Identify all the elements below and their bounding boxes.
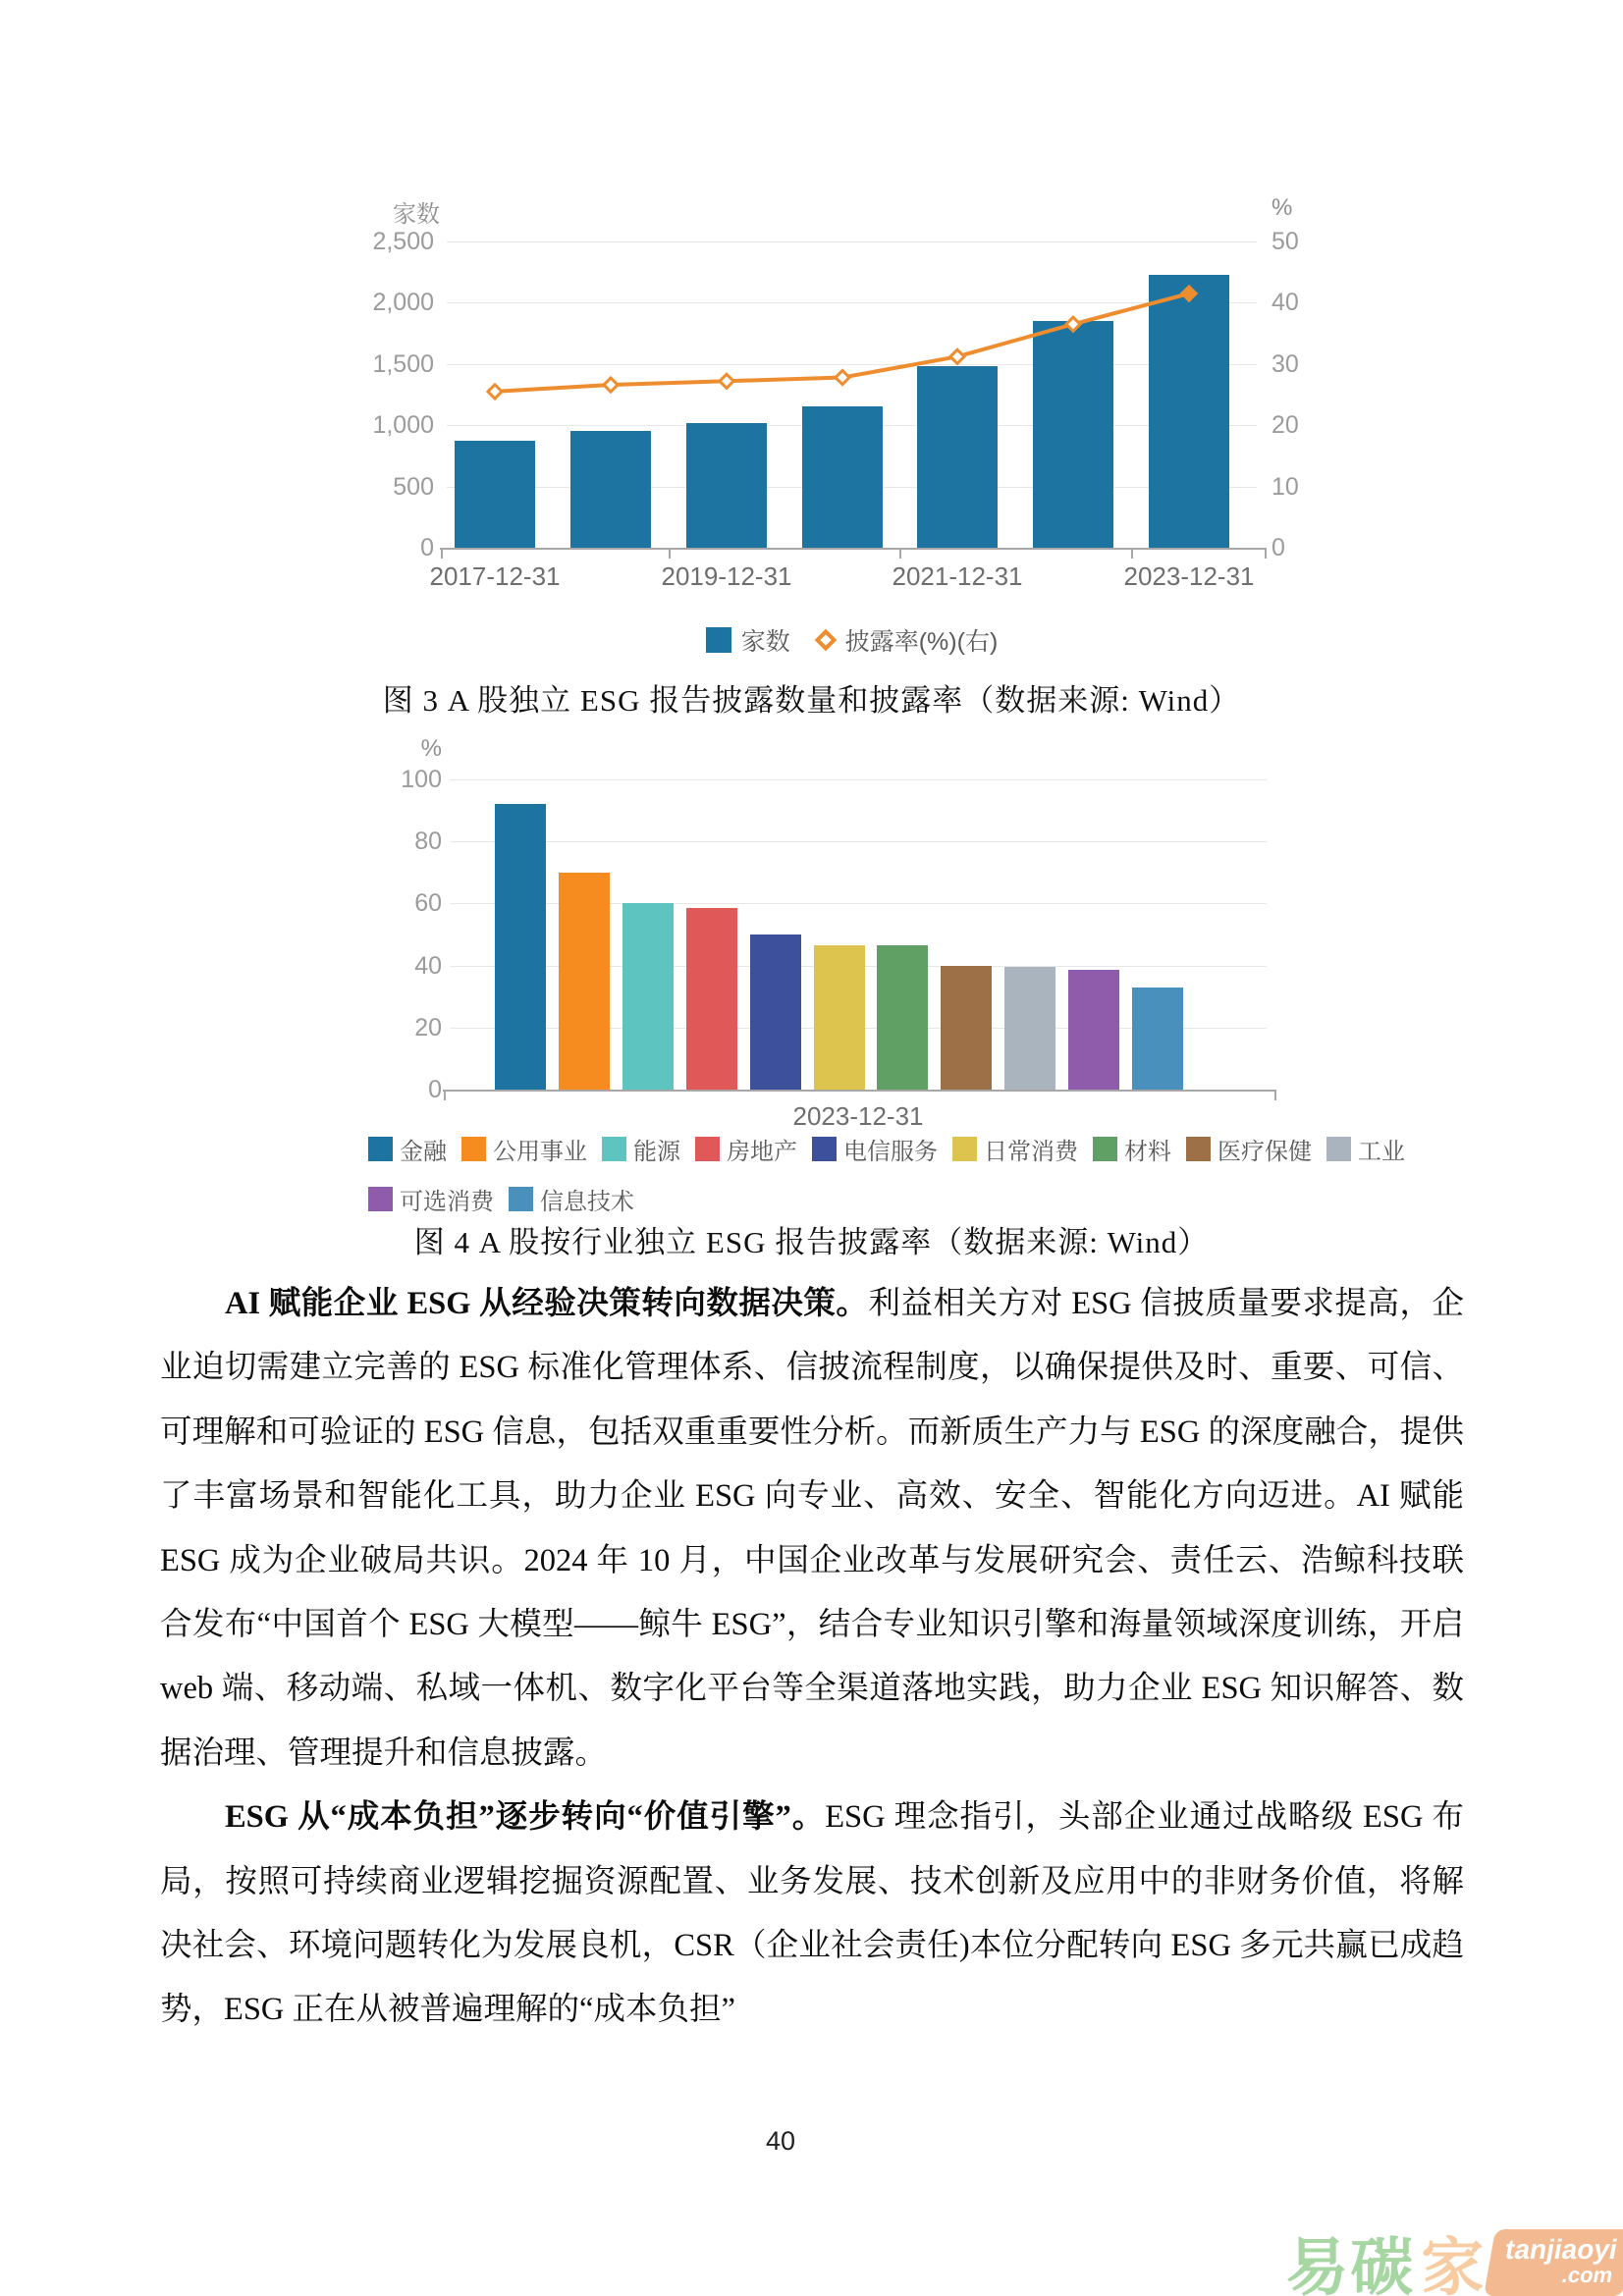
legend-item-bars xyxy=(706,622,790,658)
bar-可选消费 xyxy=(1068,970,1119,1090)
line-marker xyxy=(720,374,733,388)
legend-label: 可选消费 xyxy=(400,1189,494,1215)
page-number: 40 xyxy=(765,2126,796,2156)
y-axis-unit-label: % xyxy=(420,735,442,762)
line-marker xyxy=(836,370,849,384)
legend-label: 家数 xyxy=(740,628,790,656)
x-axis-tickmark xyxy=(669,550,671,559)
x-axis-date-label: 2017-12-31 xyxy=(429,561,561,591)
legend-item-能源 xyxy=(602,1132,680,1166)
watermark-text-green: 易碳 xyxy=(1285,2232,1416,2296)
left-axis-tick-label: 2,000 xyxy=(372,289,434,317)
legend-swatch xyxy=(1326,1137,1351,1161)
paragraph-esg-value xyxy=(160,1786,1464,2043)
legend-label: 能源 xyxy=(633,1139,680,1165)
right-axis-tick-label: 30 xyxy=(1271,349,1299,378)
right-axis-tick-label: 40 xyxy=(1271,289,1299,317)
x-axis-date-label: 2023-12-31 xyxy=(792,1101,924,1131)
left-axis-tick-label: 500 xyxy=(393,472,434,501)
right-axis-tick-label: 50 xyxy=(1271,228,1299,255)
watermark-badge-line2: .com xyxy=(1560,2263,1615,2288)
legend-label: 金融 xyxy=(400,1139,447,1165)
legend-label: 房地产 xyxy=(727,1139,797,1165)
legend-label: 材料 xyxy=(1124,1139,1171,1165)
legend-swatch-bar xyxy=(706,627,731,653)
legend-item-信息技术 xyxy=(509,1182,634,1216)
legend-item-材料 xyxy=(1093,1132,1171,1166)
left-axis-unit-label: 家数 xyxy=(393,201,440,228)
paragraph-ai-esg xyxy=(160,1272,1464,1786)
legend-item-日常消费 xyxy=(952,1132,1078,1166)
bar-工业 xyxy=(1004,967,1055,1090)
y-axis-tick-label: 100 xyxy=(401,766,442,793)
bar-材料 xyxy=(877,945,928,1090)
x-axis-tickmark xyxy=(441,550,443,559)
legend-item-金融 xyxy=(368,1132,447,1166)
y-axis-tick-label: 80 xyxy=(414,828,442,856)
x-axis-tickmark xyxy=(444,1092,446,1100)
line-marker xyxy=(950,349,964,363)
legend-swatch xyxy=(695,1137,720,1161)
watermark-text-orange: 家 xyxy=(1421,2232,1485,2296)
legend-label: 医疗保健 xyxy=(1217,1139,1312,1165)
legend-swatch xyxy=(952,1137,977,1161)
bar-金融 xyxy=(495,804,546,1090)
legend-label: 披露率(%)(右) xyxy=(844,628,999,656)
figure3-combo-chart xyxy=(324,187,1316,667)
bar-信息技术 xyxy=(1132,988,1183,1090)
x-axis-date-label: 2021-12-31 xyxy=(892,561,1023,591)
watermark-badge-line1: tanjiaoyi xyxy=(1503,2233,1621,2265)
line-marker xyxy=(488,385,502,399)
legend-diamond-icon xyxy=(814,629,837,652)
figure4-bar-chart xyxy=(324,731,1483,1232)
figure4-legend xyxy=(368,1132,1483,1216)
bar-电信服务 xyxy=(750,934,801,1090)
x-axis-line xyxy=(443,1090,1276,1092)
legend-swatch xyxy=(368,1137,393,1161)
legend-swatch xyxy=(368,1187,393,1211)
legend-swatch xyxy=(1186,1137,1211,1161)
legend-item-电信服务 xyxy=(812,1132,938,1166)
bar-能源 xyxy=(622,903,674,1090)
legend-swatch xyxy=(509,1187,533,1211)
legend-item-工业 xyxy=(1326,1132,1405,1166)
left-axis-tick-label: 0 xyxy=(420,534,434,561)
bar-医疗保健 xyxy=(941,966,992,1090)
x-axis-date-label: 2019-12-31 xyxy=(661,561,792,591)
legend-item-房地产 xyxy=(695,1132,797,1166)
line-marker xyxy=(1182,287,1196,300)
bar-日常消费 xyxy=(814,945,865,1090)
x-axis-tickmark xyxy=(899,550,901,559)
legend-label: 日常消费 xyxy=(984,1139,1078,1165)
legend-item-公用事业 xyxy=(461,1132,587,1166)
right-axis-tick-label: 10 xyxy=(1271,472,1299,501)
line-series-披露率 xyxy=(447,241,1257,548)
paragraph-body: ESG 理念指引，头部企业通过战略级 ESG 布局，按照可持续商业逻辑挖掘资源配置、业务发展、技术创新及应用中的非财务价值，将解决社会、环境问题转化为发展良机，CSR（企业社会责任)本位分配转向 ESG 多元共赢已成趋势，ESG 正在从被普遍理解的“成本负担” xyxy=(160,1799,1464,2028)
legend-swatch xyxy=(1093,1137,1117,1161)
body-text xyxy=(160,1272,1464,2043)
bar-房地产 xyxy=(686,908,737,1090)
legend-label: 工业 xyxy=(1358,1139,1405,1165)
bar-公用事业 xyxy=(559,873,610,1090)
legend-label: 公用事业 xyxy=(493,1139,587,1165)
legend-label: 电信服务 xyxy=(843,1139,938,1165)
figure3-caption: 图 3 A 股独立 ESG 报告披露数量和披露率（数据来源: Wind） xyxy=(382,683,1241,718)
legend-swatch xyxy=(812,1137,837,1161)
gridline xyxy=(450,779,1267,780)
x-axis-tickmark xyxy=(1265,550,1267,559)
right-axis-tick-label: 0 xyxy=(1271,534,1285,561)
x-axis-tickmark xyxy=(1131,550,1133,559)
x-axis-line xyxy=(440,548,1267,550)
right-axis-unit-label: % xyxy=(1271,194,1293,221)
y-axis-tick-label: 20 xyxy=(414,1013,442,1041)
legend-swatch xyxy=(461,1137,486,1161)
left-axis-tick-label: 2,500 xyxy=(372,228,434,255)
legend-item-可选消费 xyxy=(368,1182,494,1216)
line-marker xyxy=(604,378,618,392)
left-axis-tick-label: 1,000 xyxy=(372,411,434,440)
x-axis-tickmark xyxy=(1274,1092,1276,1100)
legend-item-医疗保健 xyxy=(1186,1132,1312,1166)
right-axis-tick-label: 20 xyxy=(1271,411,1299,440)
paragraph-lead: AI 赋能企业 ESG 从经验决策转向数据决策。 xyxy=(225,1286,869,1321)
paragraph-lead: ESG 从“成本负担”逐步转向“价值引擎”。 xyxy=(225,1799,826,1836)
watermark-badge xyxy=(1484,2229,1623,2296)
legend-swatch xyxy=(602,1137,626,1161)
y-axis-tick-label: 40 xyxy=(414,951,442,980)
y-axis-tick-label: 0 xyxy=(428,1076,442,1103)
legend-label: 信息技术 xyxy=(540,1189,634,1215)
figure4-caption: 图 4 A 股按行业独立 ESG 报告披露率（数据来源: Wind） xyxy=(413,1225,1210,1259)
legend-item-line xyxy=(818,622,999,658)
watermark-logo xyxy=(1285,2217,1623,2296)
y-axis-tick-label: 60 xyxy=(414,889,442,918)
gridline xyxy=(450,841,1267,842)
left-axis-tick-label: 1,500 xyxy=(372,349,434,378)
x-axis-date-label: 2023-12-31 xyxy=(1123,561,1255,591)
figure3-legend xyxy=(447,622,1257,658)
line-marker xyxy=(1066,317,1080,331)
paragraph-body: 利益相关方对 ESG 信披质量要求提高，企业迫切需建立完善的 ESG 标准化管理体系、信披流程制度，以确保提供及时、重要、可信、可理解和可验证的 ESG 信息，包括双重重要性分析。而新质生产力与 ESG 的深度融合，提供了丰富场景和智能化工具，助力企业 ESG 向专业、高效、安全、智能化方向迈进。AI 赋能 ESG 成为企业破局共识。2024 年 10 月，中国企业改革与发展研究会、责任云、浩鲸科技联合发布“中国首个 ESG 大模型——鲸牛 ESG”，结合专业知识引擎和海量领域深度训练，开启 web 端、移动端、私域一体机、数字化平台等全渠道落地实践，助力企业 ESG 知识解答、数据治理、管理提升和信息披露。 xyxy=(160,1286,1465,1771)
